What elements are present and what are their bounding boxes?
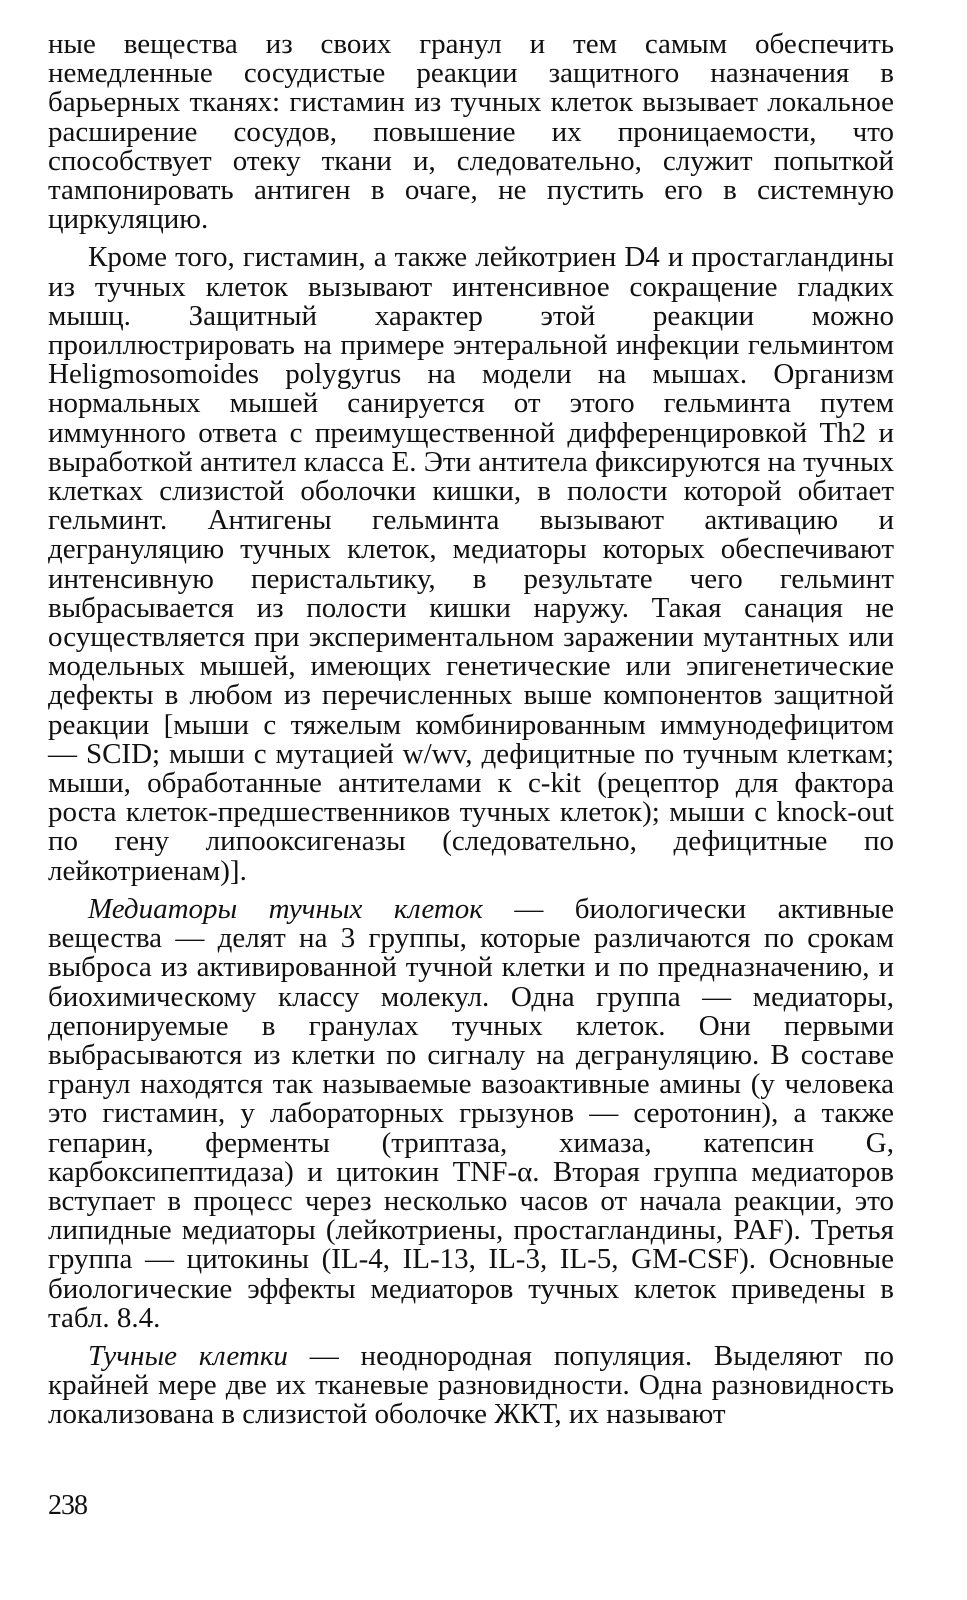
paragraph-mast-cell-mediators bbox=[48, 892, 894, 1334]
italic-term: Медиаторы тучных клеток bbox=[88, 892, 483, 925]
paragraph-histamine-helminth bbox=[48, 243, 894, 885]
page-number: 238 bbox=[48, 1490, 87, 1521]
paragraph-text: — неоднородная популяция. Выделяют по крайней мере две их тканевые разновидности. Одна разновидность локализована в слизистой оболочке ЖКТ, их называют bbox=[48, 1339, 894, 1431]
italic-term: Тучные клетки bbox=[88, 1339, 288, 1372]
paragraph-mast-cell-types bbox=[48, 1339, 894, 1431]
page-text-body bbox=[48, 30, 894, 1439]
paragraph-continuation bbox=[48, 30, 894, 234]
paragraph-text: Кроме того, гистамин, а также лейкотриен D4 и простагландины из тучных клеток вызывают интенсивное сокращение гладких мышц. Защитный характер этой реакции можно проиллюстрировать на примере энтеральной инфекции гельминтом Heligmosomoides polygyrus на модели на мышах. Организм нормальных мышей санируется от этого гельминта путем иммунного ответа с преимущественной дифференцировкой Th2 и выработкой антител класса Е. Эти антитела фиксируются на тучных клетках слизистой оболочки кишки, в полости которой обитает гельминт. Антигены гельминта вызывают активацию и дегрануляцию тучных клеток, медиаторы которых обеспечивают интенсивную перистальтику, в результате чего гельминт выбрасывается из полости кишки наружу. Такая санация не осуществляется при экспериментальном заражении мутантных или модельных мышей, имеющих генетические или эпигенетические дефекты в любом из перечисленных выше компонентов защитной реакции [мыши с тяжелым комбинированным иммунодефицитом — SCID; мыши с мутацией w/wv, дефицитные по тучным клеткам; мыши, обработанные антителами к c-kit (рецептор для фактора роста клеток-предшественников тучных клеток); мыши с knock-out по гену липооксигеназы (следовательно, дефицитные по лейкотриенам)]. bbox=[48, 241, 894, 887]
paragraph-text: — биологически активные вещества — делят на 3 группы, которые различаются по срокам выброса из активированной тучной клетки и по предназначению, и биохимическому классу молекул. Одна группа — медиаторы, депонируемые в гранулах тучных клеток. Они первыми выбрасываются из клетки по сигналу на дегрануляцию. В составе гранул находятся так называемые вазоактивные амины (у человека это гистамин, у лабораторных грызунов — серотонин), а также гепарин, ферменты (триптаза, химаза, катепсин G, карбоксипептидаза) и цитокин TNF-α. Вторая группа медиаторов вступает в процесс через несколько часов от начала реакции, это липидные медиаторы (лейкотриены, простагландины, PAF). Третья группа — цитокины (IL-4, IL-13, IL-3, IL-5, GM-CSF). Основные биологические эффекты медиаторов тучных клеток приведены в табл. 8.4. bbox=[48, 892, 894, 1334]
paragraph-text: ные вещества из своих гранул и тем самым обеспечить немедленные сосудистые реакции защитного назначения в барьерных тканях: гистамин из тучных клеток вызывает локальное расширение сосудов, повышение их проницаемости, что способствует отеку ткани и, следовательно, служит попыткой тампонировать антиген в очаге, не пустить его в системную циркуляцию. bbox=[48, 28, 894, 236]
